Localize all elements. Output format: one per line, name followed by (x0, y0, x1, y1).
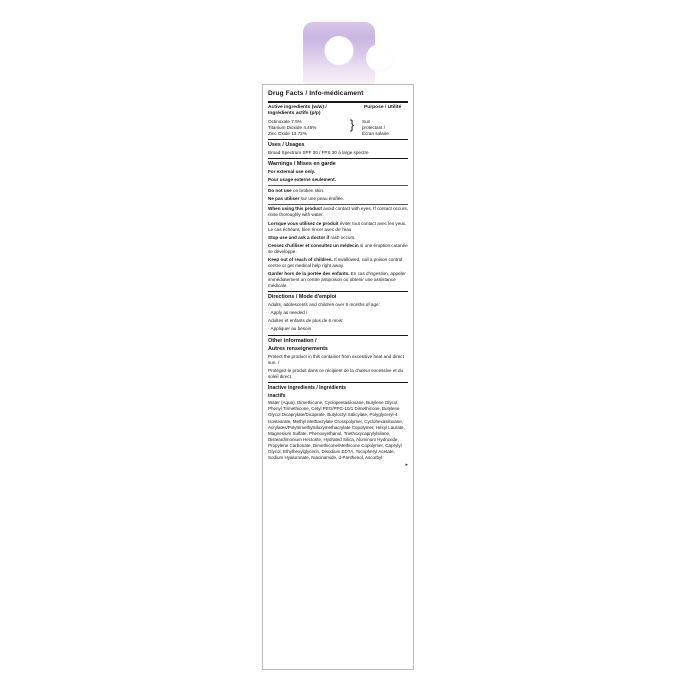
warning-block (268, 243, 408, 255)
inactive-ingredients-heading: Inactive ingredients / Ingrédients (268, 385, 347, 392)
divider (268, 185, 408, 186)
directions-line: Adultes et enfants de plus de 6 mois: (268, 318, 344, 324)
purpose-line: Écran solaire (362, 130, 389, 136)
warning-bold: Garder hors de la portée des enfants. (268, 270, 350, 276)
warning-block (268, 188, 408, 194)
package-cap (303, 22, 375, 84)
warning-bold: When using this product (268, 206, 322, 212)
other-information-heading: Other information / (268, 337, 317, 344)
active-ingredients-header-right: Purpose / Utilité (364, 104, 402, 110)
directions-line: · Apply as needed / (268, 310, 308, 316)
warning-rest: rash occurs. (329, 234, 356, 240)
other-information-line: Protect the product in this container from excessive heat and direct sun. / (268, 353, 404, 365)
active-ingredients-purpose (362, 119, 408, 137)
warning-rest: avoid contact with eyes. If contact occurs, rinse thoroughly with water. (268, 206, 408, 218)
warning-rest: sur une peau éraflée. (299, 195, 345, 201)
divider (268, 291, 408, 292)
warning-rest: éviter tout contact avec les yeux. Le cas échéant, bien rincer avec de l'eau (268, 220, 407, 232)
directions-heading: Directions / Mode d'emploi (268, 294, 337, 301)
warning-bold: Stop use and ask a doctor if (268, 234, 330, 240)
warning-block (268, 196, 408, 202)
warnings-heading: Warnings / Mises en garde (268, 161, 336, 168)
active-ingredient-item: Zinc Oxide 13.72% (268, 130, 307, 136)
warning-rest: si une éruption cutanée se développe. (268, 242, 408, 254)
purpose-line: Sun (362, 118, 371, 124)
warning-block (268, 235, 408, 241)
divider (268, 335, 408, 336)
inactive-ingredients-text: Water (Aqua), Dimethicone, Cyclopentasiloxane, Butylene Glycol, Phenyl Trimethicone, Cetyl PEG/PPG-10/1 Dimethicone, Butylene Glycol Dicaprylate/Dicaprate, Butyloctyl Salicylate, Polyglyceryl-4 Isostearate, Methyl Methacrylate Crosspolymer, Cyclohexasiloxane, Acrylates/Polytrimethylsiloxymethacrylate Copolymer, Hexyl Laurate, Magnesium Sulfate, Phenoxyethanol, Triethoxycaprylylsilane, Disteardimonium Hectorite, Hydrated Silica, Aluminum Hydroxide, Propylene Carbonate, Dimethicone/Methicone Copolymer, Caprylyl Glycol, Ethylhexylglycerin, Disodium EDTA, Tocopheryl Acetate, Sodium Hyaluronate, Niacinamide, d-Panthenol, Ascorbyl (268, 400, 405, 461)
warning-bold: Lorsque vous utilisez ce produit (268, 220, 339, 226)
warning-block (268, 206, 408, 218)
divider (268, 139, 408, 140)
directions-line: · Appliquer au besoin (268, 326, 312, 332)
cap-highlight-icon (366, 44, 394, 72)
active-ingredient-item: Titanium Dioxide 4.45% (268, 124, 317, 130)
warning-bold: For external use only. (268, 169, 316, 175)
active-ingredients-header (268, 105, 408, 118)
active-ingredient-item: Octinoxate 7.5% (268, 118, 302, 124)
active-ingredients-body (268, 116, 408, 137)
drug-facts-label (262, 84, 414, 670)
warning-bold: Pour usage externe seulement. (268, 177, 336, 183)
continuation-arrow-icon: ▸ (405, 462, 408, 469)
warning-block (268, 169, 408, 175)
warning-bold: Keep out of reach of children. (268, 256, 333, 262)
inactive-ingredients-heading-2: inactifs (268, 392, 286, 399)
divider (268, 158, 408, 159)
divider (268, 382, 408, 383)
warning-block (268, 271, 408, 289)
divider (268, 204, 408, 205)
other-information-heading-2: Autres renseignements (268, 345, 328, 352)
product-package (262, 22, 414, 670)
divider (268, 101, 408, 103)
purpose-line: protectant / (362, 124, 385, 130)
warning-bold: Ne pas utiliser (268, 195, 300, 201)
directions-line: Adults, adolescents and children over 6 months of age: (268, 302, 380, 308)
label-title: Drug Facts / Info-médicament (268, 90, 364, 97)
warning-block (268, 177, 408, 183)
warning-rest: En cas d'ingestion, appeler immédiatement un centre antipoison ou obtenir une assistance médicale. (268, 270, 406, 289)
warning-bold: Do not use (268, 187, 292, 193)
other-information-line: Protégez le produit dans ce récipient de la chaleur excessive et du soleil direct. (268, 367, 404, 379)
warning-block (268, 221, 408, 233)
warning-block (268, 257, 408, 269)
brace-icon: } (349, 116, 355, 132)
active-ingredients-list (268, 119, 342, 137)
warning-rest: If swallowed, call a poison control centre or get medical help right away. (268, 256, 403, 268)
uses-heading: Uses / Usages (268, 141, 305, 148)
active-ingredients-header-left: Active ingredients (w/w) / Ingrédients actifs (p/p) (268, 104, 327, 117)
warning-rest: on broken skin. (291, 187, 325, 193)
uses-text: Broad Spectrum SPF 30 / FPS 30 à large spectre (268, 149, 369, 155)
warning-bold: Cessez d'utiliser et consultez un médecin (268, 242, 359, 248)
